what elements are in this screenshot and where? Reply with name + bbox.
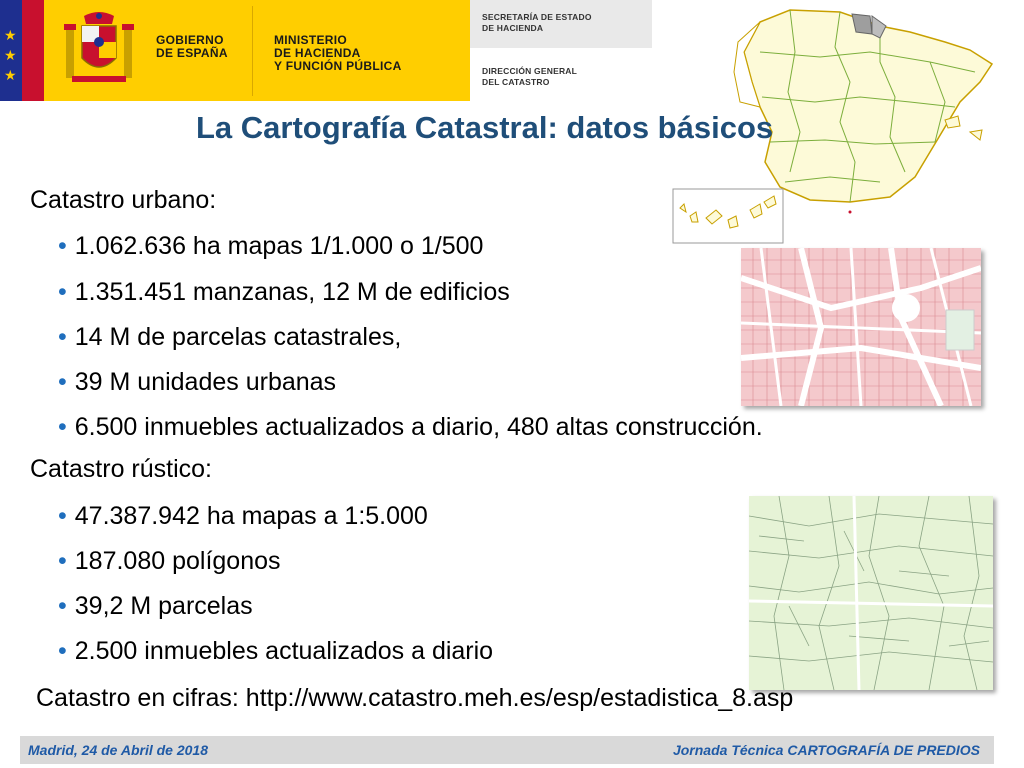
- bullet-icon: •: [58, 278, 67, 306]
- spain-provinces-map: [730, 2, 1000, 214]
- divider: [252, 6, 253, 96]
- list-item: • 187.080 polígonos: [58, 547, 281, 575]
- gobierno-label: GOBIERNO DE ESPAÑA: [156, 33, 228, 60]
- bullet-icon: •: [58, 502, 67, 530]
- list-item: • 47.387.942 ha mapas a 1:5.000: [58, 502, 428, 530]
- footer-bar: [20, 736, 994, 764]
- ministry-info-box: [470, 0, 652, 101]
- government-logo-band: [44, 0, 470, 101]
- secretaria-label: SECRETARÍA DE ESTADO DE HACIENDA: [482, 12, 592, 33]
- footer-event: Jornada Técnica CARTOGRAFÍA DE PREDIOS: [672, 742, 980, 758]
- list-item: • 2.500 inmuebles actualizados a diario: [58, 637, 494, 665]
- coat-of-arms-icon: [64, 10, 134, 90]
- eu-spain-flag: [0, 0, 44, 101]
- bullet-icon: •: [58, 323, 67, 351]
- star-icon: ★: [4, 67, 17, 83]
- list-item: • 39 M unidades urbanas: [58, 368, 337, 396]
- bullet-icon: •: [58, 413, 67, 441]
- bullet-icon: •: [58, 368, 67, 396]
- bullet-icon: •: [58, 637, 67, 665]
- rustico-heading: Catastro rústico:: [30, 455, 213, 483]
- ministerio-label: MINISTERIO DE HACIENDA Y FUNCIÓN PÚBLICA: [274, 33, 402, 73]
- bullet-icon: •: [58, 232, 67, 260]
- cifras-link[interactable]: Catastro en cifras: http://www.catastro.meh.es/esp/estadistica_8.asp: [36, 684, 794, 712]
- list-item: • 6.500 inmuebles actualizados a diario, 480 altas construcción.: [58, 413, 763, 441]
- urban-cadastral-map: [741, 248, 981, 406]
- bullet-icon: •: [58, 547, 67, 575]
- bullet-icon: •: [58, 592, 67, 620]
- rustic-cadastral-map: [749, 496, 993, 690]
- footer-date: Madrid, 24 de Abril de 2018: [28, 742, 208, 758]
- list-item: • 1.062.636 ha mapas 1/1.000 o 1/500: [58, 232, 484, 260]
- star-icon: ★: [4, 27, 17, 43]
- star-icon: ★: [4, 47, 17, 63]
- page-title: La Cartografía Catastral: datos básicos: [196, 110, 774, 145]
- list-item: • 39,2 M parcelas: [58, 592, 253, 620]
- list-item: • 14 M de parcelas catastrales,: [58, 323, 402, 351]
- urbano-heading: Catastro urbano:: [30, 186, 217, 214]
- list-item: • 1.351.451 manzanas, 12 M de edificios: [58, 278, 510, 306]
- canary-islands-inset: [672, 188, 784, 244]
- direccion-label: DIRECCIÓN GENERAL DEL CATASTRO: [482, 66, 578, 87]
